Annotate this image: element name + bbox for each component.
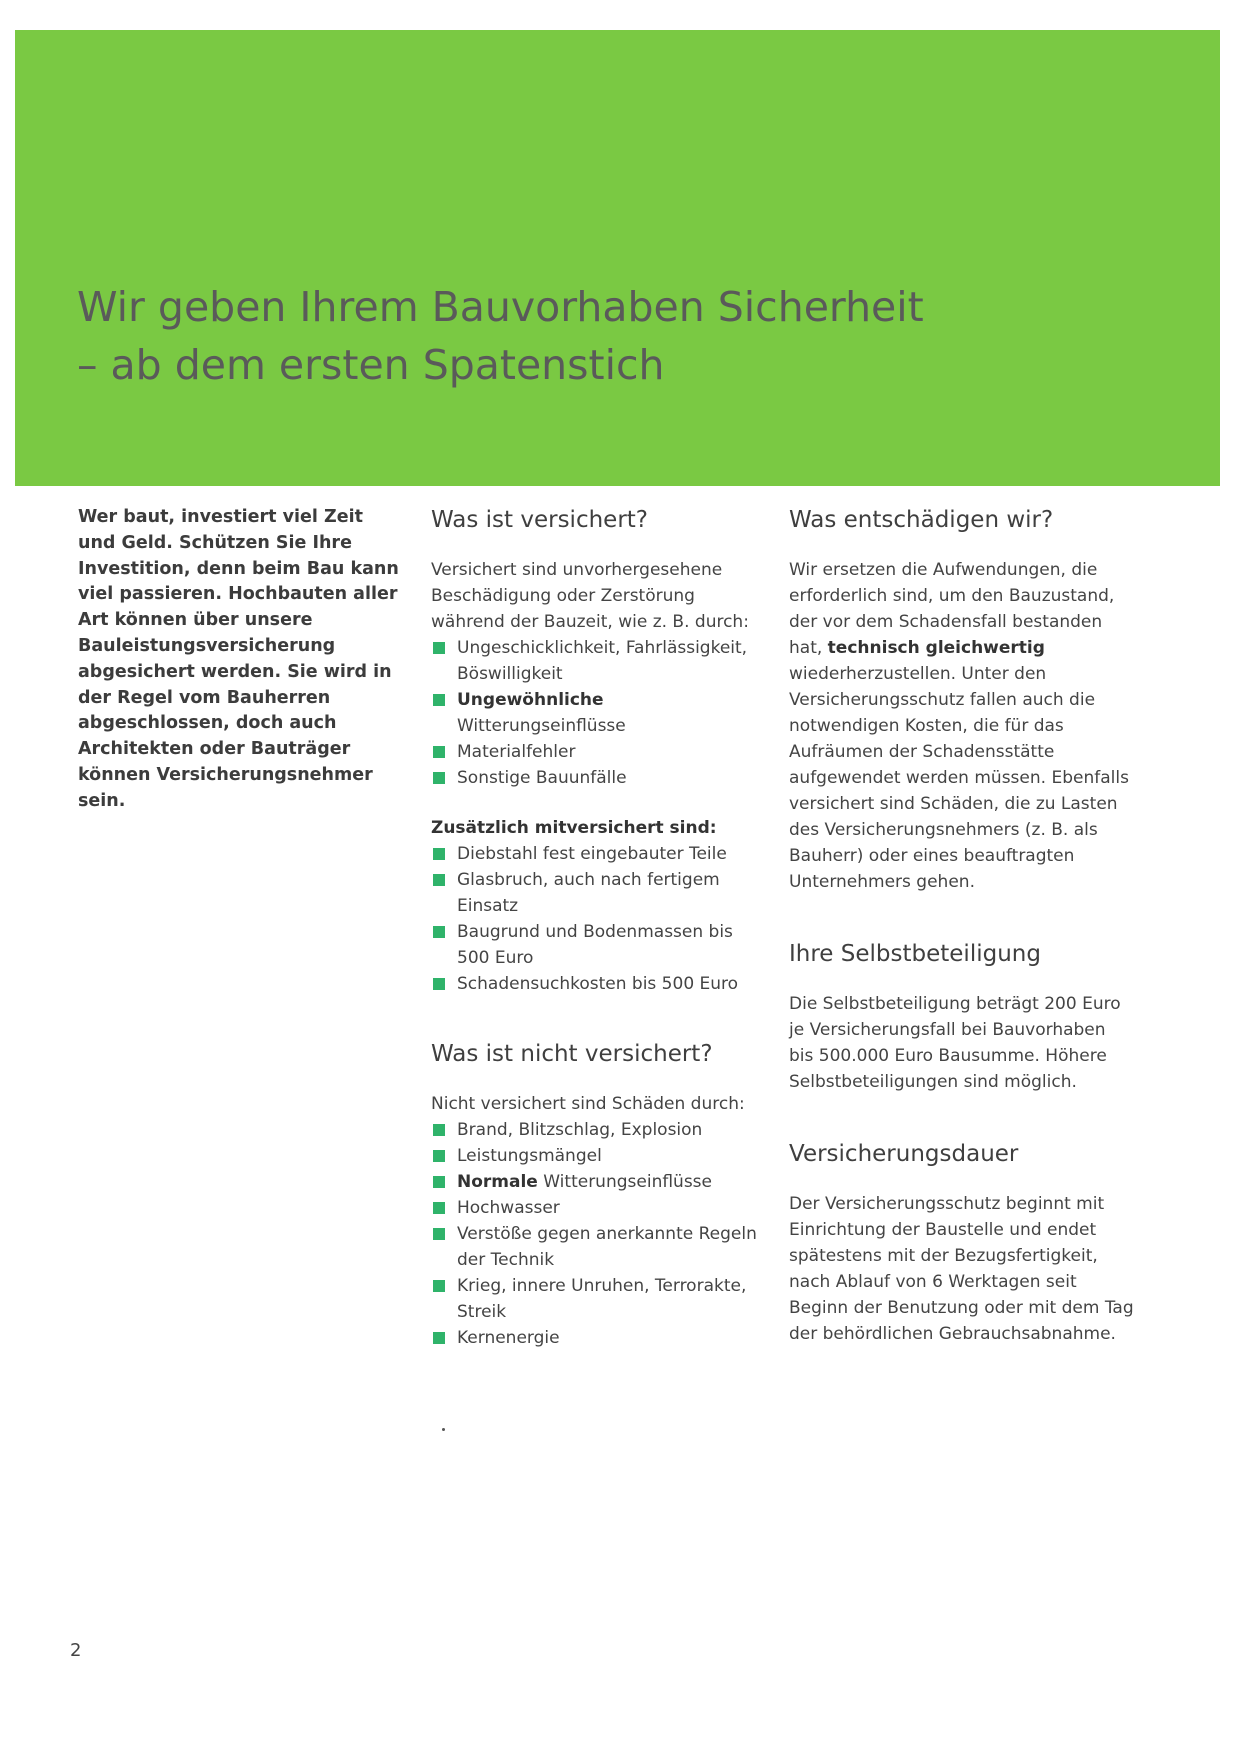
- list-item: Ungeschicklichkeit, Fahrlässigkeit, Böswilligkeit: [431, 635, 761, 687]
- intro-column: [78, 505, 403, 815]
- insured-heading: Was ist versichert?: [431, 507, 649, 533]
- list-item: Normale Witterungseinflüsse: [431, 1169, 761, 1195]
- list-item: Diebstahl fest eingebauter Teile: [431, 841, 761, 867]
- duration-heading: Versicherungsdauer: [789, 1141, 1019, 1167]
- stray-dot: [442, 1428, 445, 1431]
- page-title: [77, 278, 924, 394]
- list-item: Verstöße gegen anerkannte Regeln der Technik: [431, 1221, 761, 1273]
- list-item: Sonstige Bauunfälle: [431, 765, 761, 791]
- bullet-icon: [433, 926, 445, 938]
- coverage-column: [431, 505, 761, 1351]
- list-item: Baugrund und Bodenmassen bis 500 Euro: [431, 919, 761, 971]
- compensation-heading: Was entschädigen wir?: [789, 507, 1054, 533]
- bullet-icon: [433, 874, 445, 886]
- list-item: Materialfehler: [431, 739, 761, 765]
- bullet-icon: [433, 1176, 445, 1188]
- list-item: Glasbruch, auch nach fertigem Einsatz: [431, 867, 761, 919]
- bullet-icon: [433, 1228, 445, 1240]
- additional-heading: Zusätzlich mitversichert sind:: [431, 818, 717, 838]
- intro-text: Wer baut, investiert viel Zeit und Geld. Schützen Sie Ihre Investition, denn beim Bau kann viel passieren. Hochbauten aller Art können über unsere Bauleistungsversicherung abgesichert werden. Sie wird in der Regel vom Bauherren abgeschlossen, doch auch Architekten oder Bauträger können Versicherungsnehmer sein.: [78, 507, 399, 811]
- bullet-icon: [433, 746, 445, 758]
- title-line-2: – ab dem ersten Spatenstich: [77, 341, 665, 389]
- header-banner: [15, 30, 1220, 486]
- bullet-icon: [433, 694, 445, 706]
- bullet-icon: [433, 642, 445, 654]
- bullet-icon: [433, 848, 445, 860]
- not-insured-list: [431, 1117, 761, 1351]
- additional-list: [431, 841, 761, 997]
- duration-text: Der Versicherungsschutz beginnt mit Einrichtung der Baustelle und endet spätestens mit der Bezugsfertigkeit, nach Ablauf von 6 Werktagen seit Beginn der Benutzung oder mit dem Tag der behördlichen Gebrauchsabnahme.: [789, 1194, 1134, 1344]
- list-item: Leistungsmängel: [431, 1143, 761, 1169]
- deductible-heading: Ihre Selbstbeteiligung: [789, 941, 1041, 967]
- compensation-text: Wir ersetzen die Aufwendungen, die erforderlich sind, um den Bauzustand, der vor dem Schadensfall bestanden hat, technisch gleichwertig wiederherzustellen. Unter den Versicherungsschutz fallen auch die notwendigen Kosten, die für das Aufräumen der Schadensstätte aufgewendet werden müssen. Ebenfalls versichert sind Schäden, die zu Lasten des Versicherungsnehmers (z. B. als Bauherr) oder eines beauftragten Unternehmers gehen.: [789, 560, 1129, 892]
- list-item: Brand, Blitzschlag, Explosion: [431, 1117, 761, 1143]
- bullet-icon: [433, 1280, 445, 1292]
- list-item: Kernenergie: [431, 1325, 761, 1351]
- bullet-icon: [433, 772, 445, 784]
- not-insured-heading: Was ist nicht versichert?: [431, 1041, 713, 1067]
- insured-lead: Versichert sind unvorhergesehene Beschädigung oder Zerstörung während der Bauzeit, wie z. B. durch:: [431, 560, 749, 632]
- page-number: 2: [70, 1640, 82, 1661]
- not-insured-lead: Nicht versichert sind Schäden durch:: [431, 1094, 745, 1114]
- bullet-icon: [433, 1150, 445, 1162]
- deductible-text: Die Selbstbeteiligung beträgt 200 Euro je Versicherungsfall bei Bauvorhaben bis 500.000 Euro Bausumme. Höhere Selbstbeteiligungen sind möglich.: [789, 994, 1121, 1092]
- bullet-icon: [433, 1124, 445, 1136]
- bullet-icon: [433, 1332, 445, 1344]
- bullet-icon: [433, 978, 445, 990]
- list-item: Ungewöhnliche Witterungseinflüsse: [431, 687, 761, 739]
- bullet-icon: [433, 1202, 445, 1214]
- compensation-column: [789, 505, 1134, 1347]
- list-item: Krieg, innere Unruhen, Terrorakte, Streik: [431, 1273, 761, 1325]
- list-item: Hochwasser: [431, 1195, 761, 1221]
- list-item: Schadensuchkosten bis 500 Euro: [431, 971, 761, 997]
- insured-list: [431, 635, 761, 791]
- title-line-1: Wir geben Ihrem Bauvorhaben Sicherheit: [77, 283, 924, 331]
